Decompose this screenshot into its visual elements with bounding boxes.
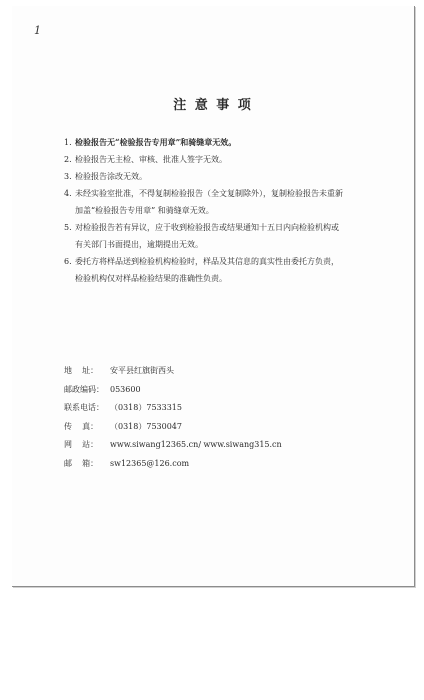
note-number: 3. — [64, 172, 72, 181]
contact-label: 地 址： — [64, 366, 99, 375]
note-text — [75, 253, 364, 270]
contact-label: 联系电话： — [64, 403, 104, 412]
contact-value: www.siwang12365.cn/ www.siwang315.cn — [110, 440, 282, 449]
contact-value: 053600 — [110, 384, 141, 394]
contact-row-phone — [64, 399, 364, 418]
note-item — [64, 253, 364, 270]
contact-label: 邮 箱： — [64, 458, 99, 468]
note-text: 检验报告无“检验报告专用章”和骑缝章无效。 — [75, 137, 237, 147]
page-title: 注 意 事 项 — [173, 98, 253, 113]
contact-value: sw12365@126.com — [110, 458, 190, 468]
note-item — [64, 185, 364, 219]
note-line: 委托方将样品送到检验机构检验时，样品及其信息的真实性由委托方负责， — [75, 257, 339, 266]
contact-label: 网 站： — [64, 440, 99, 449]
contact-row-fax — [64, 418, 364, 437]
note-line: 检验机构仅对样品检验结果的准确性负责。 — [75, 274, 227, 283]
note-text — [75, 185, 364, 219]
note-line: 加盖“检验报告专用章” 和骑缝章无效。 — [75, 206, 214, 215]
contact-label: 传 真： — [64, 421, 99, 431]
note-text — [75, 219, 364, 253]
note-number: 4. — [64, 189, 72, 198]
contact-value: 安平县红旗街西头 — [110, 366, 174, 375]
note-number: 2. — [64, 155, 72, 164]
notes-list — [64, 134, 364, 287]
note-text: 检验报告涂改无效。 — [75, 172, 147, 181]
contact-row-website — [64, 436, 364, 455]
contact-row-postcode — [64, 381, 364, 400]
note-item — [64, 134, 364, 151]
document-page — [12, 6, 415, 587]
note-line: 未经实验室批准，不得复制检验报告（全文复制除外），复制检验报告未重新 — [75, 189, 343, 198]
note-item — [64, 270, 364, 287]
note-line: 对检验报告若有异议，应于收到检验报告或结果通知十五日内向检验机构或 — [75, 223, 339, 232]
note-text: 检验报告无主检、审核、批准人签字无效。 — [75, 155, 227, 164]
contact-value: （0318）7530047 — [110, 421, 182, 431]
note-item — [64, 151, 364, 168]
note-line: 有关部门书面提出，逾期提出无效。 — [75, 240, 203, 249]
page-mark: 1 — [34, 24, 41, 37]
note-item — [64, 168, 364, 185]
note-number: 5. — [64, 223, 72, 232]
contact-row-address — [64, 362, 364, 381]
contact-value: （0318）7533315 — [110, 403, 182, 412]
contact-label: 邮政编码： — [64, 384, 104, 394]
contact-row-email — [64, 455, 364, 474]
note-item — [64, 219, 364, 253]
contact-info — [64, 362, 364, 473]
note-number: 1. — [64, 138, 72, 147]
note-number: 6. — [64, 257, 72, 266]
